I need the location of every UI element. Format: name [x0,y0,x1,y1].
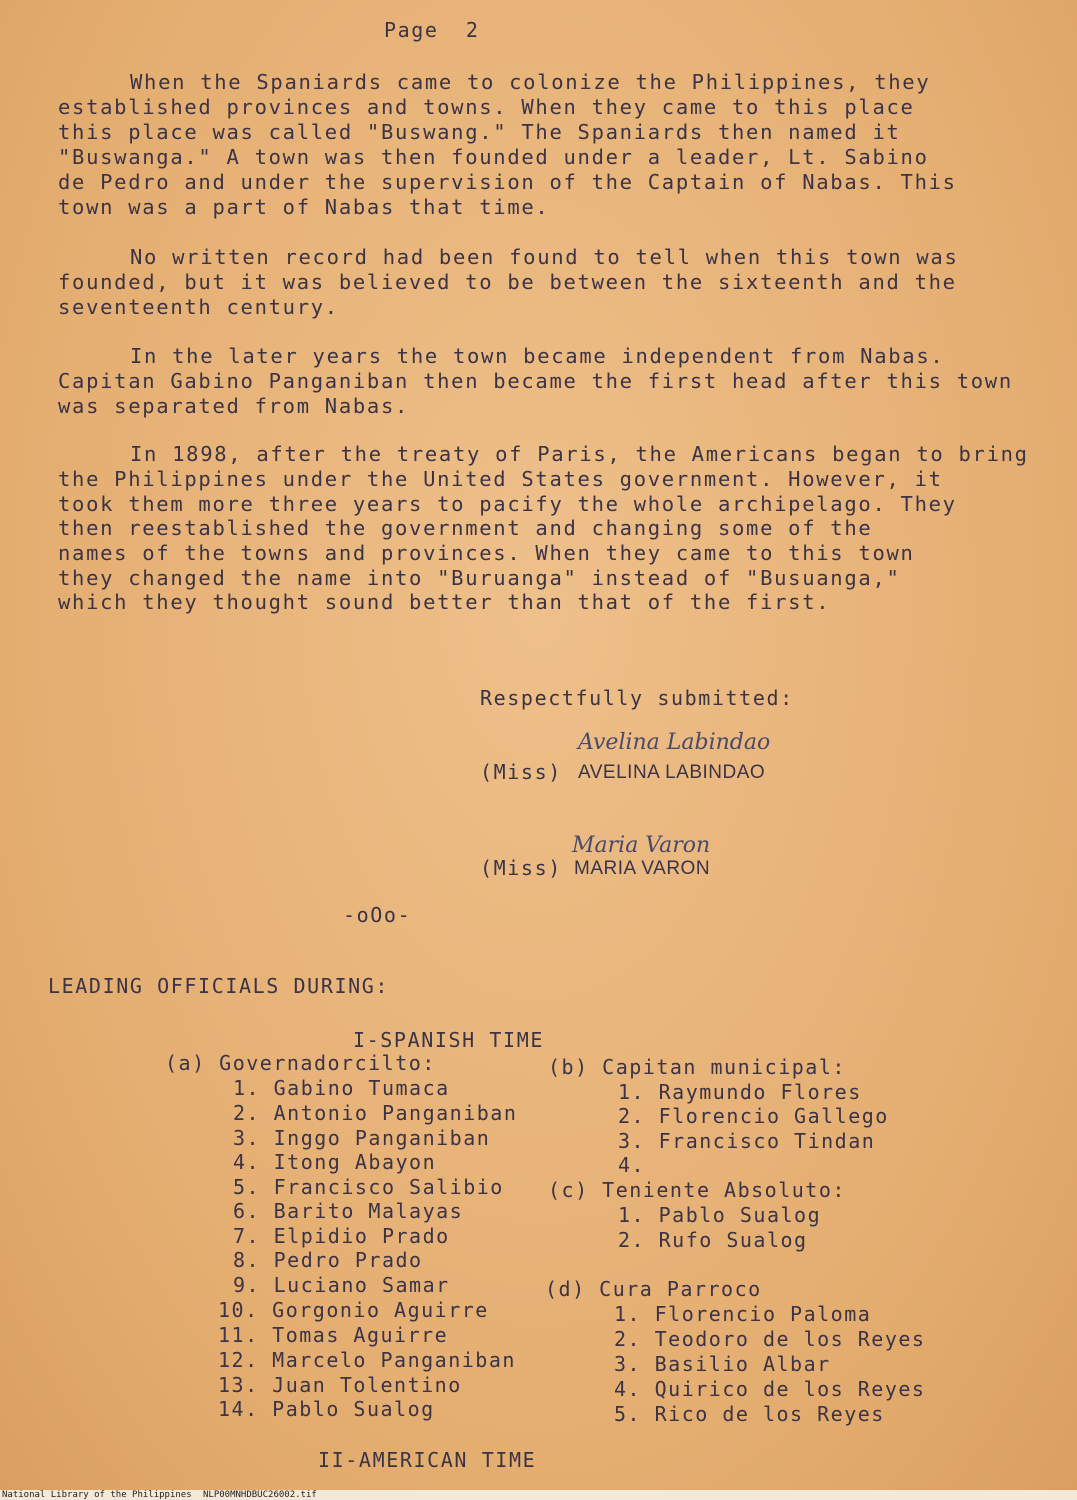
text-line: took them more three years to pacify the whole archipelago. They [58,492,957,516]
list-item: 14. Pablo Sualog [218,1397,435,1421]
list-item: 3. Inggo Panganiban [233,1126,491,1150]
officials-heading: LEADING OFFICIALS DURING: [48,974,390,998]
american-time-heading: II-AMERICAN TIME [318,1448,537,1472]
list-item: 2. Teodoro de los Reyes [614,1327,926,1351]
text-line: this place was called "Buswang." The Spaniards then named it [58,120,901,144]
list-item: 2. Antonio Panganiban [233,1101,518,1125]
list-item: 5. Francisco Salibio [233,1175,504,1199]
page-label: Page 2 [384,18,480,42]
list-item: 1. Florencio Paloma [614,1302,872,1326]
list-item: 4. [618,1153,646,1177]
signer-name-1: AVELINA LABINDAO [578,762,766,783]
list-label: (d) Cura Parroco [545,1277,762,1301]
text-line: which they thought sound better than that of the first. [58,590,831,614]
text-line: names of the towns and provinces. When they came to this town [58,541,915,565]
signer-title-2: (Miss) [480,856,562,880]
list-item: 10. Gorgonio Aguirre [218,1298,489,1322]
list-item: 2. Florencio Gallego [618,1104,889,1128]
signer-name-2: MARIA VARON [574,858,711,879]
text-line: established provinces and towns. When they came to this place [58,95,915,119]
signature-2: Maria Varon [572,833,711,858]
list-item: 9. Luciano Samar [233,1273,450,1297]
text-line: seventeenth century. [58,295,339,319]
list-item: 7. Elpidio Prado [233,1224,450,1248]
text-line: No written record had been found to tell when this town was [130,245,959,269]
text-line: town was a part of Nabas that time. [58,195,550,219]
list-item: 3. Basilio Albar [614,1352,831,1376]
list-item: 1. Gabino Tumaca [233,1076,450,1100]
text-line: In the later years the town became independent from Nabas. [130,344,945,368]
text-line: When the Spaniards came to colonize the Philippines, they [130,70,931,94]
signature-1: Avelina Labindao [578,730,771,755]
text-line: de Pedro and under the supervision of the Captain of Nabas. This [58,170,957,194]
list-item: 2. Rufo Sualog [618,1228,808,1252]
list-item: 12. Marcelo Panganiban [218,1348,516,1372]
separator: -oOo- [343,903,412,927]
list-item: 4. Itong Abayon [233,1150,437,1174]
text-line: Capitan Gabino Panganiban then became the first head after this town [58,369,1013,393]
list-item: 1. Raymundo Flores [618,1080,862,1104]
list-item: 1. Pablo Sualog [618,1203,822,1227]
list-label: (c) Teniente Absoluto: [548,1178,846,1202]
list-item: 11. Tomas Aguirre [218,1323,449,1347]
list-item: 8. Pedro Prado [233,1248,423,1272]
list-item: 5. Rico de los Reyes [614,1402,885,1426]
text-line: "Buswanga." A town was then founded under a leader, Lt. Sabino [58,145,929,169]
closing: Respectfully submitted: [480,686,794,710]
footer-file: NLP00MNHDBUC26002.tif [203,1490,317,1500]
text-line: they changed the name into "Buruanga" instead of "Busuanga," [58,566,901,590]
text-line: was separated from Nabas. [58,394,410,418]
text-line: then reestablished the government and changing some of the [58,516,873,540]
text-line: the Philippines under the United States government. However, it [58,467,943,491]
footer-library: National Library of the Philippines [2,1490,192,1500]
text-line: In 1898, after the treaty of Paris, the Americans began to bring [130,442,1029,466]
spanish-time-heading: I-SPANISH TIME [353,1028,544,1052]
text-line: founded, but it was believed to be between the sixteenth and the [58,270,957,294]
list-label: (b) Capitan municipal: [548,1055,846,1079]
list-item: 13. Juan Tolentino [218,1373,462,1397]
list-item: 3. Francisco Tindan [618,1129,876,1153]
list-item: 6. Barito Malayas [233,1199,464,1223]
list-item: 4. Quirico de los Reyes [614,1377,926,1401]
signer-title-1: (Miss) [480,760,562,784]
list-label: (a) Governadorcilto: [165,1051,436,1075]
